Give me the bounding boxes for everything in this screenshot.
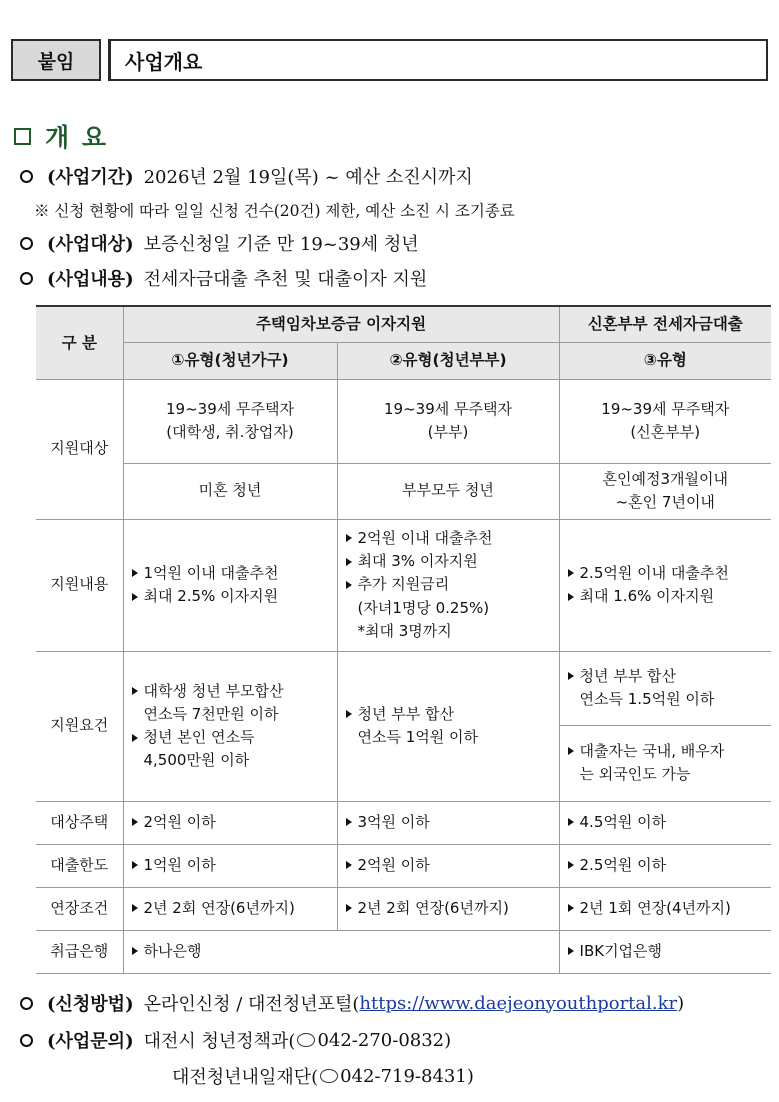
arrow-bullet-icon — [132, 818, 138, 826]
item-key: (신청방법) — [47, 994, 134, 1015]
item-key: (사업대상) — [47, 234, 134, 255]
arrow-bullet-icon — [346, 710, 352, 718]
close-paren: ) — [677, 992, 685, 1014]
arrow-bullet-icon — [568, 818, 574, 826]
item-text: 온라인신청 / 대전청년포털( — [143, 994, 360, 1015]
arrow-bullet-icon — [568, 672, 574, 680]
note: ※ 신청 현황에 따라 일일 신청 건수(20건) 제한, 예산 소진 시 조기종료 — [34, 202, 515, 220]
col-header-category: 구 분 — [36, 306, 123, 379]
item-inquiry-2 — [172, 1063, 474, 1089]
row-label-bank: 취급은행 — [36, 930, 123, 973]
cell: 4.5억원 이하 — [559, 801, 771, 844]
item-target — [20, 230, 419, 256]
cell: 2.5억원 이내 대출추천 최대 1.6% 이자지원 — [559, 519, 771, 651]
item-period — [20, 163, 473, 189]
arrow-bullet-icon — [346, 558, 352, 566]
arrow-bullet-icon — [346, 534, 352, 542]
arrow-bullet-icon — [346, 861, 352, 869]
col-header-type1: ①유형(청년가구) — [123, 342, 337, 379]
arrow-bullet-icon — [132, 687, 138, 695]
circle-bullet-icon — [20, 1034, 33, 1047]
section-title — [14, 118, 108, 154]
phone-icon — [297, 1033, 315, 1047]
cell: 대출자는 국내, 배우자 는 외국인도 가능 — [559, 725, 771, 801]
item-inquiry — [20, 1027, 451, 1053]
square-bullet-icon — [14, 128, 31, 145]
cell: 2년 1회 연장(4년까지) — [559, 887, 771, 930]
row-label-extend: 연장조건 — [36, 887, 123, 930]
row-label-target: 지원대상 — [36, 379, 123, 519]
item-content — [20, 265, 427, 291]
arrow-bullet-icon — [132, 569, 138, 577]
portal-link[interactable]: https://www.daejeonyouthportal.kr — [359, 992, 678, 1014]
cell: 19~39세 무주택자 (신혼부부) — [559, 379, 771, 463]
arrow-bullet-icon — [132, 861, 138, 869]
cell: 혼인예정3개월이내 ~혼인 7년이내 — [559, 463, 771, 519]
inquiry-phone-1: 042-270-0832) — [317, 1029, 452, 1051]
row-label-requirement: 지원요건 — [36, 651, 123, 801]
col-header-type3: ③유형 — [559, 342, 771, 379]
arrow-bullet-icon — [568, 947, 574, 955]
cell: 3억원 이하 — [337, 801, 559, 844]
circle-bullet-icon — [20, 170, 33, 183]
item-text: 2026년 2월 19일(목) ~ 예산 소진시까지 — [143, 167, 473, 188]
item-key: (사업문의) — [47, 1031, 134, 1052]
col-header-group1: 주택임차보증금 이자지원 — [123, 306, 559, 342]
cell: 2억원 이하 — [123, 801, 337, 844]
cell: 19~39세 무주택자 (대학생, 취.창업자) — [123, 379, 337, 463]
row-label-house: 대상주택 — [36, 801, 123, 844]
inquiry-org-1: 대전시 청년정책과( — [143, 1031, 296, 1052]
cell: 부부모두 청년 — [337, 463, 559, 519]
cell: 19~39세 무주택자 (부부) — [337, 379, 559, 463]
cell: 2년 2회 연장(6년까지) — [123, 887, 337, 930]
cell: 하나은행 — [123, 930, 559, 973]
section-title-text: 개 요 — [45, 123, 109, 152]
arrow-bullet-icon — [568, 747, 574, 755]
item-text: 전세자금대출 추천 및 대출이자 지원 — [143, 269, 428, 290]
cell: IBK기업은행 — [559, 930, 771, 973]
page-title: 사업개요 — [108, 39, 768, 81]
cell: 2억원 이하 — [337, 844, 559, 887]
item-key: (사업기간) — [47, 167, 134, 188]
circle-bullet-icon — [20, 237, 33, 250]
cell: 미혼 청년 — [123, 463, 337, 519]
arrow-bullet-icon — [132, 734, 138, 742]
arrow-bullet-icon — [568, 569, 574, 577]
arrow-bullet-icon — [132, 947, 138, 955]
circle-bullet-icon — [20, 272, 33, 285]
arrow-bullet-icon — [346, 581, 352, 589]
arrow-bullet-icon — [346, 818, 352, 826]
arrow-bullet-icon — [568, 861, 574, 869]
row-label-content: 지원내용 — [36, 519, 123, 651]
inquiry-org-2: 대전청년내일재단( — [172, 1067, 319, 1088]
cell: 2.5억원 이하 — [559, 844, 771, 887]
cell: 청년 부부 합산 연소득 1.5억원 이하 — [559, 651, 771, 725]
item-apply — [20, 990, 684, 1016]
cell: 2년 2회 연장(6년까지) — [337, 887, 559, 930]
item-text: 보증신청일 기준 만 19~39세 청년 — [143, 234, 419, 255]
arrow-bullet-icon — [132, 593, 138, 601]
col-header-group2: 신혼부부 전세자금대출 — [559, 306, 771, 342]
circle-bullet-icon — [20, 997, 33, 1010]
phone-icon — [320, 1069, 338, 1083]
overview-table — [36, 305, 771, 974]
row-label-limit: 대출한도 — [36, 844, 123, 887]
col-header-type2: ②유형(청년부부) — [337, 342, 559, 379]
cell: 1억원 이하 — [123, 844, 337, 887]
inquiry-phone-2: 042-719-8431) — [340, 1065, 474, 1087]
arrow-bullet-icon — [568, 593, 574, 601]
arrow-bullet-icon — [568, 904, 574, 912]
arrow-bullet-icon — [132, 904, 138, 912]
cell: 1억원 이내 대출추천 최대 2.5% 이자지원 — [123, 519, 337, 651]
cell: 2억원 이내 대출추천 최대 3% 이자지원 추가 지원금리 (자녀1명당 0.25%) *최대 3명까지 — [337, 519, 559, 651]
item-key: (사업내용) — [47, 269, 134, 290]
cell: 청년 부부 합산 연소득 1억원 이하 — [337, 651, 559, 801]
arrow-bullet-icon — [346, 904, 352, 912]
cell: 대학생 청년 부모합산 연소득 7천만원 이하 청년 본인 연소득 4,500만원 이하 — [123, 651, 337, 801]
attachment-label: 붙임 — [11, 39, 101, 81]
